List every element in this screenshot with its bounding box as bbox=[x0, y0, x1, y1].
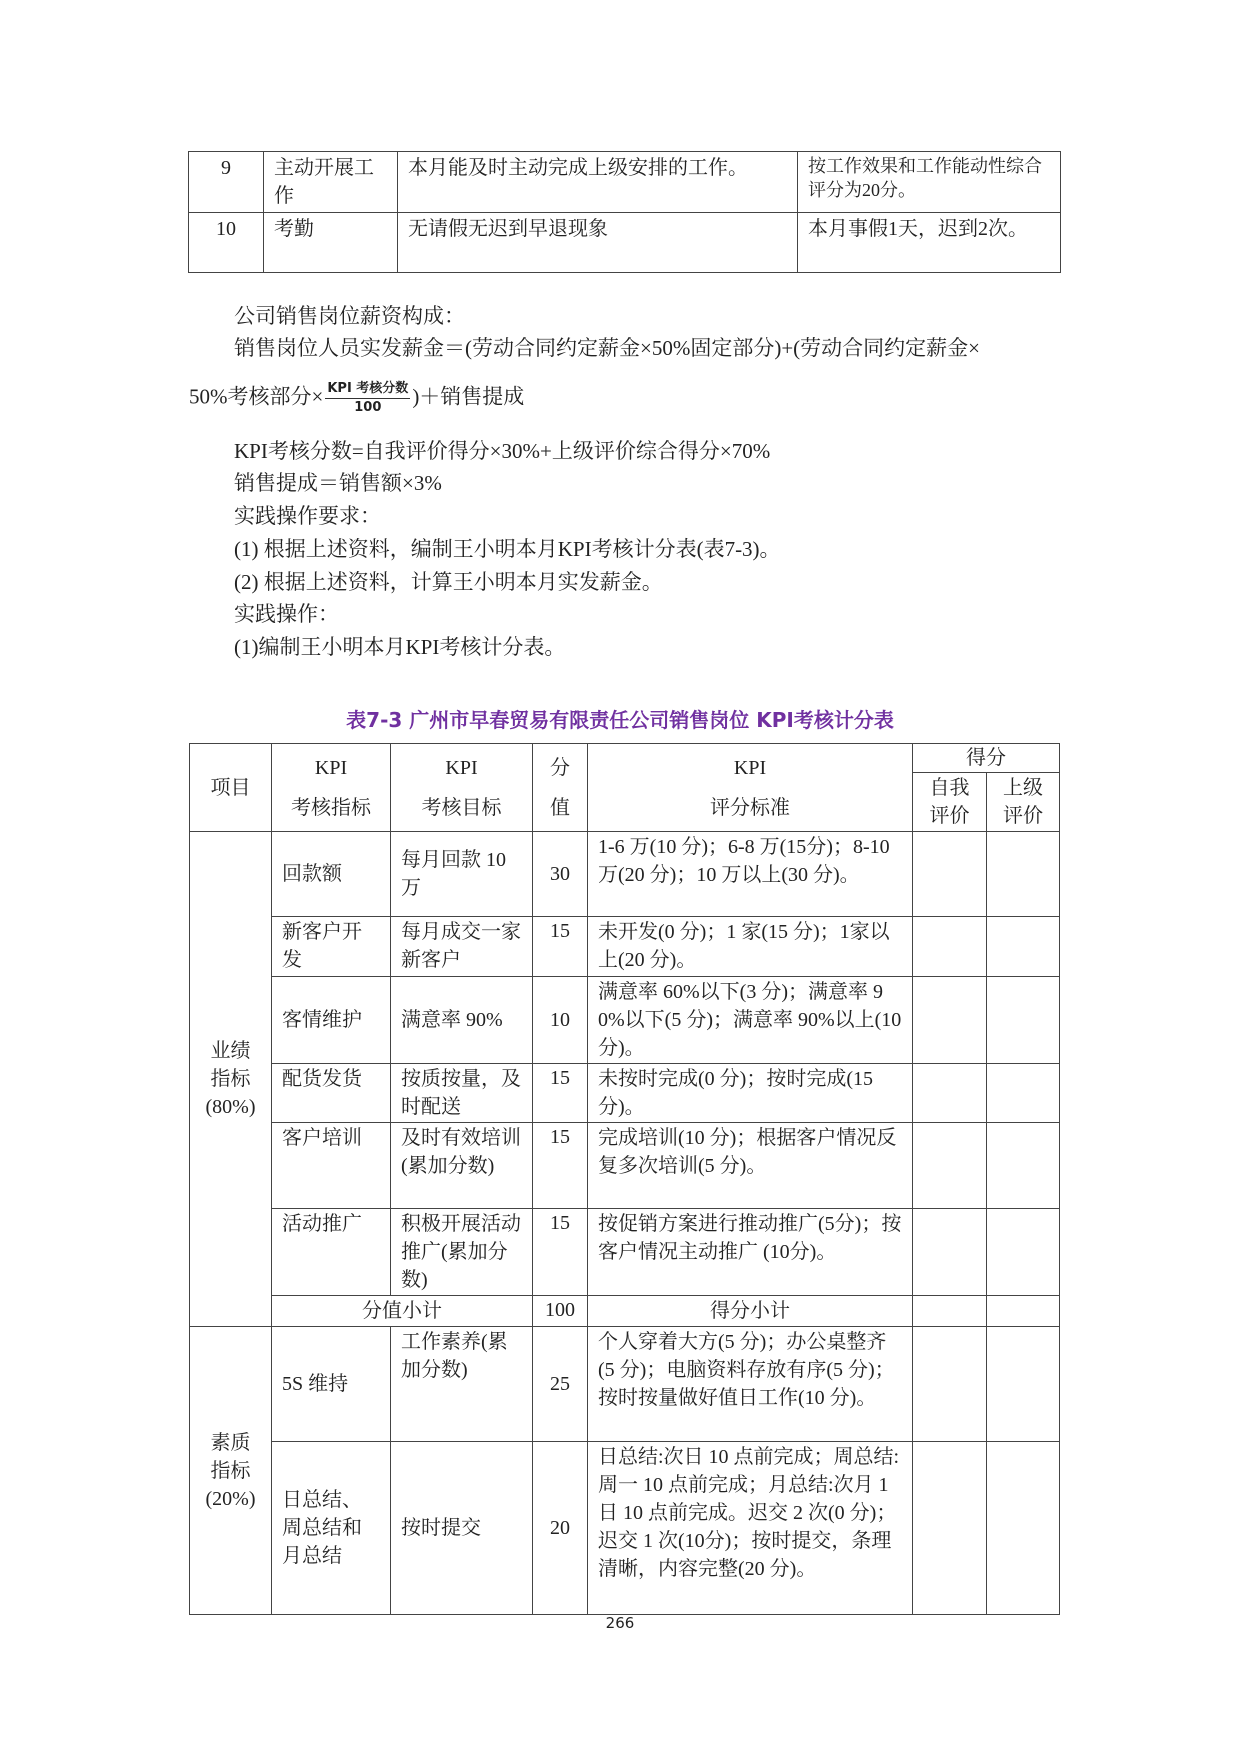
formula-line bbox=[189, 380, 524, 417]
header-self-eval: 自我评价 bbox=[913, 773, 987, 832]
row-item: 考勤 bbox=[264, 213, 398, 273]
indicator: 日总结、周总结和月总结 bbox=[272, 1442, 391, 1615]
score: 15 bbox=[533, 1064, 588, 1123]
superior-eval-cell[interactable] bbox=[987, 917, 1060, 977]
group-performance: 业绩指标(80%) bbox=[190, 832, 272, 1327]
target: 按时提交 bbox=[391, 1442, 533, 1615]
row-item: 主动开展工作 bbox=[264, 152, 398, 213]
indicator: 新客户开发 bbox=[272, 917, 391, 977]
target: 积极开展活动推广(累加分数) bbox=[391, 1209, 533, 1296]
score: 30 bbox=[533, 832, 588, 917]
header-target bbox=[391, 744, 533, 832]
criteria: 个人穿着大方(5 分)；办公桌整齐(5 分)；电脑资料存放有序(5 分)；按时按量做好值日工作(10 分)。 bbox=[588, 1327, 913, 1442]
table-row bbox=[190, 832, 1060, 917]
score-subtotal-label: 得分小计 bbox=[588, 1296, 913, 1327]
previous-kpi-table bbox=[188, 151, 1061, 273]
self-eval-cell[interactable] bbox=[913, 1327, 987, 1442]
table-row bbox=[190, 1442, 1060, 1615]
target: 及时有效培训(累加分数) bbox=[391, 1123, 533, 1209]
table-row bbox=[189, 213, 1061, 273]
paragraph: 实践操作： bbox=[234, 602, 339, 626]
criteria: 满意率 60%以下(3 分)；满意率 90%以下(5 分)；满意率 90%以上(10 分)。 bbox=[588, 977, 913, 1064]
superior-eval-cell[interactable] bbox=[987, 1442, 1060, 1615]
indicator: 5S 维持 bbox=[272, 1327, 391, 1442]
criteria: 未开发(0 分)；1 家(15 分)；1家以上(20 分)。 bbox=[588, 917, 913, 977]
self-eval-cell[interactable] bbox=[913, 917, 987, 977]
paragraph: 销售提成＝销售额×3% bbox=[234, 471, 442, 495]
row-target: 无请假无迟到早退现象 bbox=[398, 213, 798, 273]
target: 每月回款 10 万 bbox=[391, 832, 533, 917]
score: 15 bbox=[533, 1123, 588, 1209]
header-line: 值 bbox=[550, 796, 570, 819]
header-indicator bbox=[272, 744, 391, 832]
paragraph: KPI考核分数=自我评价得分×30%+上级评价综合得分×70% bbox=[234, 439, 771, 463]
table-row bbox=[190, 917, 1060, 977]
self-eval-cell[interactable] bbox=[913, 1442, 987, 1615]
header-superior-eval: 上级评价 bbox=[987, 773, 1060, 832]
header-line: KPI bbox=[733, 756, 767, 779]
paragraph: (2) 根据上述资料，计算王小明本月实发薪金。 bbox=[234, 570, 663, 594]
score: 15 bbox=[533, 917, 588, 977]
paragraph: (1) 根据上述资料，编制王小明本月KPI考核计分表(表7-3)。 bbox=[234, 537, 781, 561]
fraction-denominator: 100 bbox=[354, 400, 382, 415]
score: 10 bbox=[533, 977, 588, 1064]
superior-eval-cell[interactable] bbox=[987, 1327, 1060, 1442]
header-line: 评分标准 bbox=[710, 796, 790, 819]
superior-eval-cell[interactable] bbox=[987, 1209, 1060, 1296]
header-row bbox=[190, 744, 1060, 773]
indicator: 回款额 bbox=[272, 832, 391, 917]
table-title: 表7-3 广州市早春贸易有限责任公司销售岗位 KPI考核计分表 bbox=[346, 708, 894, 732]
header-item: 项目 bbox=[190, 744, 272, 832]
target: 工作素养(累加分数) bbox=[391, 1327, 533, 1442]
row-number: 9 bbox=[189, 152, 264, 213]
table-row bbox=[190, 1209, 1060, 1296]
fraction-numerator: KPI 考核分数 bbox=[325, 380, 410, 399]
score: 25 bbox=[533, 1327, 588, 1442]
target: 按质按量，及时配送 bbox=[391, 1064, 533, 1123]
header-score bbox=[533, 744, 588, 832]
formula-suffix: )＋销售提成 bbox=[412, 384, 525, 409]
indicator: 客户培训 bbox=[272, 1123, 391, 1209]
superior-eval-subtotal[interactable] bbox=[987, 1296, 1060, 1327]
indicator: 客情维护 bbox=[272, 977, 391, 1064]
fraction bbox=[325, 380, 410, 417]
formula-prefix: 50%考核部分× bbox=[189, 384, 324, 409]
header-line: KPI bbox=[314, 756, 348, 779]
superior-eval-cell[interactable] bbox=[987, 832, 1060, 917]
self-eval-cell[interactable] bbox=[913, 1064, 987, 1123]
table-row bbox=[189, 152, 1061, 213]
criteria: 完成培训(10 分)；根据客户情况反复多次培训(5 分)。 bbox=[588, 1123, 913, 1209]
paragraph: 实践操作要求： bbox=[234, 504, 381, 528]
paragraph: 销售岗位人员实发薪金＝(劳动合同约定薪金×50%固定部分)+(劳动合同约定薪金× bbox=[234, 336, 980, 360]
self-eval-cell[interactable] bbox=[913, 1209, 987, 1296]
header-line: 分 bbox=[550, 756, 570, 779]
target: 每月成交一家新客户 bbox=[391, 917, 533, 977]
table-row bbox=[190, 1064, 1060, 1123]
table-row bbox=[190, 977, 1060, 1064]
table-row bbox=[190, 1123, 1060, 1209]
kpi-score-table bbox=[189, 743, 1060, 1615]
criteria: 未按时完成(0 分)；按时完成(15 分)。 bbox=[588, 1064, 913, 1123]
paragraph: (1)编制王小明本月KPI考核计分表。 bbox=[234, 635, 566, 659]
self-eval-subtotal[interactable] bbox=[913, 1296, 987, 1327]
row-number: 10 bbox=[189, 213, 264, 273]
criteria: 日总结:次日 10 点前完成；周总结:周一 10 点前完成；月总结:次月 1 日 10 点前完成。迟交 2 次(0 分)；迟交 1 次(10分)；按时提交，条理清晰，内容完整(20 分)。 bbox=[588, 1442, 913, 1615]
paragraph: 公司销售岗位薪资构成： bbox=[234, 304, 465, 328]
self-eval-cell[interactable] bbox=[913, 1123, 987, 1209]
header-line: 考核指标 bbox=[291, 796, 371, 819]
row-actual: 按工作效果和工作能动性综合评分为20分。 bbox=[798, 152, 1061, 213]
superior-eval-cell[interactable] bbox=[987, 977, 1060, 1064]
indicator: 活动推广 bbox=[272, 1209, 391, 1296]
table-row bbox=[190, 1327, 1060, 1442]
header-criteria bbox=[588, 744, 913, 832]
header-line: KPI bbox=[445, 756, 478, 779]
superior-eval-cell[interactable] bbox=[987, 1064, 1060, 1123]
self-eval-cell[interactable] bbox=[913, 832, 987, 917]
row-actual: 本月事假1天，迟到2次。 bbox=[798, 213, 1061, 273]
subtotal-label: 分值小计 bbox=[272, 1296, 533, 1327]
superior-eval-cell[interactable] bbox=[987, 1123, 1060, 1209]
score: 15 bbox=[533, 1209, 588, 1296]
row-target: 本月能及时主动完成上级安排的工作。 bbox=[398, 152, 798, 213]
header-line: 考核目标 bbox=[421, 796, 502, 819]
score: 20 bbox=[533, 1442, 588, 1615]
subtotal-row bbox=[190, 1296, 1060, 1327]
target: 满意率 90% bbox=[391, 977, 533, 1064]
indicator: 配货发货 bbox=[272, 1064, 391, 1123]
criteria: 按促销方案进行推动推广(5分)；按客户情况主动推广 (10分)。 bbox=[588, 1209, 913, 1296]
group-quality: 素质指标(20%) bbox=[190, 1327, 272, 1615]
criteria: 1-6 万(10 分)；6-8 万(15分)；8-10 万(20 分)；10 万以上(30 分)。 bbox=[588, 832, 913, 917]
subtotal-value: 100 bbox=[533, 1296, 588, 1327]
self-eval-cell[interactable] bbox=[913, 977, 987, 1064]
header-result: 得分 bbox=[913, 744, 1060, 773]
page-number: 266 bbox=[605, 1614, 635, 1632]
